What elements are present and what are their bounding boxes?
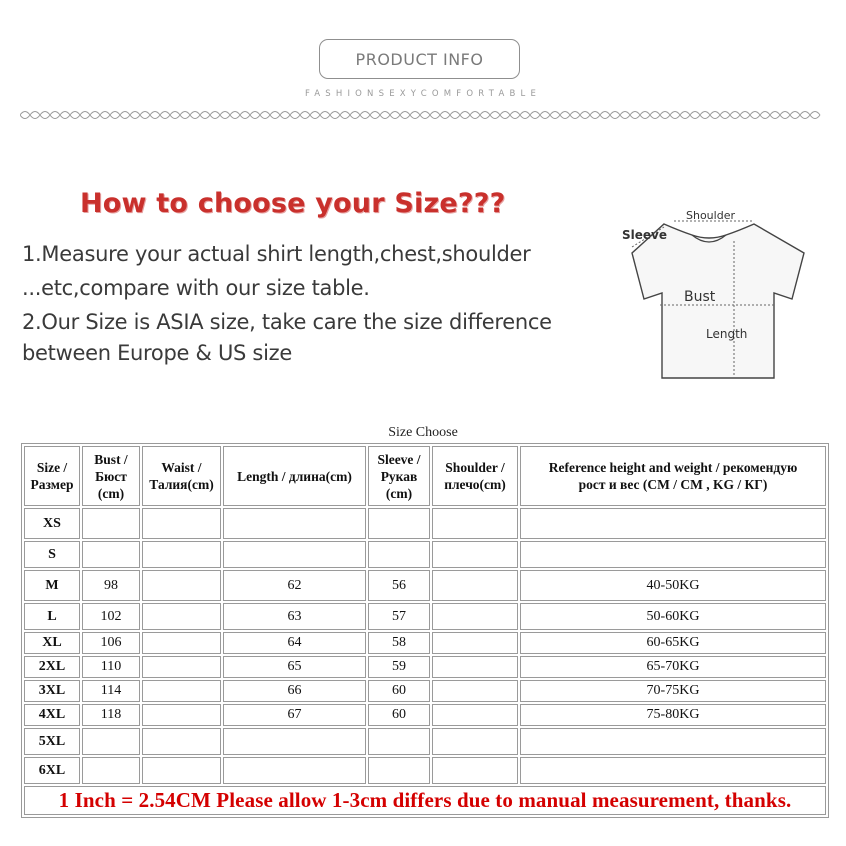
reference-cell: [520, 728, 826, 755]
table-row: [24, 704, 826, 726]
reference-cell: [520, 541, 826, 568]
banner-label: PRODUCT INFO: [355, 49, 484, 69]
sleeve-cell: [368, 541, 430, 568]
sleeve-cell: [368, 728, 430, 755]
col-header-shoulder: Shoulder / плечо(cm): [432, 446, 518, 506]
sleeve-cell: 60: [368, 704, 430, 726]
reference-cell: 70-75KG: [520, 680, 826, 702]
waist-cell: [142, 757, 221, 784]
diagram-sleeve-label: Sleeve: [622, 228, 667, 242]
col-header-size: Size / Размер: [24, 446, 80, 506]
col-header-sleeve: Sleeve / Рукав (cm): [368, 446, 430, 506]
table-row: [24, 656, 826, 678]
sleeve-cell: 58: [368, 632, 430, 654]
tshirt-outline: [632, 224, 804, 378]
size-cell: 3XL: [24, 680, 80, 702]
length-cell: 63: [223, 603, 366, 630]
size-cell: XS: [24, 508, 80, 539]
table-row: [24, 680, 826, 702]
col-header-reference: Reference height and weight / рекомендую рост и вес (CM / CM , KG / КГ): [520, 446, 826, 506]
size-table: [21, 443, 829, 818]
diagram-length-label: Length: [706, 327, 748, 341]
size-cell: S: [24, 541, 80, 568]
reference-cell: [520, 757, 826, 784]
diagram-bust-label: Bust: [684, 289, 716, 305]
bust-cell: 106: [82, 632, 140, 654]
reference-cell: 50-60KG: [520, 603, 826, 630]
waist-cell: [142, 680, 221, 702]
length-cell: [223, 541, 366, 568]
table-row: [24, 728, 826, 755]
bust-cell: [82, 728, 140, 755]
col-header-waist: Waist / Талия(cm): [142, 446, 221, 506]
waist-cell: [142, 704, 221, 726]
table-row: [24, 541, 826, 568]
size-cell: M: [24, 570, 80, 601]
banner-tagline: FASHIONSEXYCOMFORTABLE: [304, 89, 542, 99]
shoulder-cell: [432, 632, 518, 654]
length-cell: 62: [223, 570, 366, 601]
sleeve-cell: [368, 757, 430, 784]
guide-line-4: between Europe & US size: [22, 341, 292, 365]
reference-cell: 60-65KG: [520, 632, 826, 654]
table-row: [24, 603, 826, 630]
col-header-bust: Bust / Бюст (cm): [82, 446, 140, 506]
size-cell: 4XL: [24, 704, 80, 726]
sleeve-cell: 59: [368, 656, 430, 678]
wave-divider: [20, 108, 822, 122]
waist-cell: [142, 508, 221, 539]
bust-cell: [82, 508, 140, 539]
waist-cell: [142, 632, 221, 654]
table-row: [24, 757, 826, 784]
reference-cell: 65-70KG: [520, 656, 826, 678]
sleeve-cell: 57: [368, 603, 430, 630]
shoulder-cell: [432, 656, 518, 678]
product-info-banner: [319, 39, 520, 79]
length-cell: [223, 728, 366, 755]
size-table-header: [24, 446, 826, 506]
size-cell: XL: [24, 632, 80, 654]
table-row: [24, 508, 826, 539]
diagram-shoulder-label: Shoulder: [686, 209, 735, 222]
bust-cell: 98: [82, 570, 140, 601]
size-cell: 5XL: [24, 728, 80, 755]
measurement-note: 1 Inch = 2.54CM Please allow 1-3cm differs due to manual measurement, thanks.: [24, 786, 826, 815]
shoulder-cell: [432, 570, 518, 601]
shoulder-cell: [432, 704, 518, 726]
waist-cell: [142, 541, 221, 568]
length-cell: 65: [223, 656, 366, 678]
reference-cell: [520, 508, 826, 539]
table-row: [24, 570, 826, 601]
length-cell: 64: [223, 632, 366, 654]
guide-line-1: 1.Measure your actual shirt length,chest,shoulder: [22, 242, 531, 266]
waist-cell: [142, 728, 221, 755]
bust-cell: 110: [82, 656, 140, 678]
bust-cell: [82, 541, 140, 568]
sleeve-cell: 56: [368, 570, 430, 601]
sleeve-cell: 60: [368, 680, 430, 702]
col-header-length: Length / длина(cm): [223, 446, 366, 506]
shoulder-cell: [432, 757, 518, 784]
reference-cell: 75-80KG: [520, 704, 826, 726]
size-table-title: Size Choose: [388, 425, 458, 440]
bust-cell: 114: [82, 680, 140, 702]
bust-cell: 102: [82, 603, 140, 630]
reference-cell: 40-50KG: [520, 570, 826, 601]
waist-cell: [142, 570, 221, 601]
shoulder-cell: [432, 680, 518, 702]
length-cell: 66: [223, 680, 366, 702]
table-row: [24, 632, 826, 654]
guide-line-2: ...etc,compare with our size table.: [22, 276, 370, 300]
shoulder-cell: [432, 508, 518, 539]
bust-cell: [82, 757, 140, 784]
guide-line-3: 2.Our Size is ASIA size, take care the size difference: [22, 310, 552, 334]
guide-headline: How to choose your Size???: [80, 188, 506, 219]
bust-cell: 118: [82, 704, 140, 726]
size-cell: 2XL: [24, 656, 80, 678]
table-note-row: [24, 786, 826, 815]
size-cell: L: [24, 603, 80, 630]
length-cell: [223, 508, 366, 539]
shoulder-cell: [432, 541, 518, 568]
sleeve-cell: [368, 508, 430, 539]
tshirt-measurement-diagram: [612, 205, 807, 383]
shoulder-cell: [432, 603, 518, 630]
shoulder-cell: [432, 728, 518, 755]
length-cell: 67: [223, 704, 366, 726]
waist-cell: [142, 656, 221, 678]
waist-cell: [142, 603, 221, 630]
length-cell: [223, 757, 366, 784]
size-cell: 6XL: [24, 757, 80, 784]
